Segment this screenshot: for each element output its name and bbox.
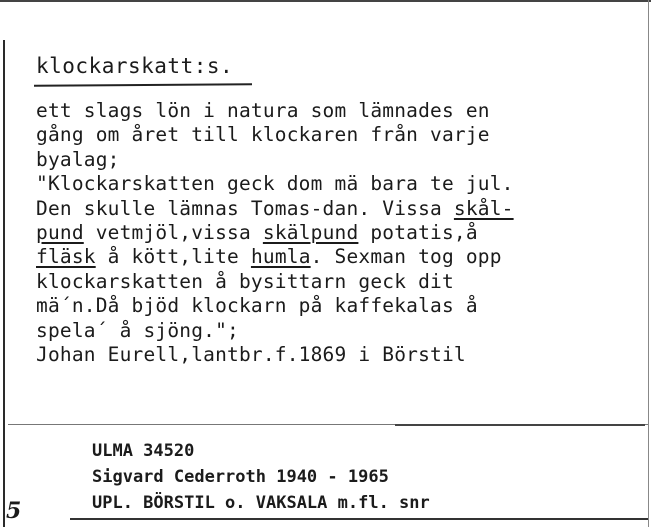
text-line: byalag;: [36, 147, 120, 171]
archive-number: ULMA 34520: [92, 441, 195, 461]
text-line: å kött,lite: [95, 245, 251, 269]
separator-line: [395, 424, 645, 426]
locality: UPL. BÖRSTIL o. VAKSALA m.fl. snr: [92, 493, 430, 513]
text-line: klockarskatten å bysittarn geck dit: [36, 269, 454, 293]
card-definition-text: [36, 99, 636, 367]
text-line: potatis,å: [358, 221, 478, 245]
headword-underline: [34, 83, 252, 87]
bottom-rule: [70, 518, 648, 520]
card-right-edge: [648, 0, 649, 527]
corner-number: 5: [6, 498, 22, 524]
collector-name: Sigvard Cederroth 1940 - 1965: [92, 467, 389, 487]
underlined-word: humla: [250, 245, 311, 269]
text-line: spela´ å sjöng.";: [36, 318, 239, 342]
card-top-edge: [0, 0, 651, 2]
underlined-word: pund: [36, 221, 84, 245]
underlined-word: skål-: [453, 196, 514, 220]
text-line: . Sexman tog opp: [310, 245, 502, 269]
text-line: vetmjöl,vissa: [83, 221, 263, 245]
text-line: mä´n.Då bjöd klockarn på kaffekalas å: [36, 294, 478, 318]
text-line: ett slags lön i natura som lämnades en: [36, 99, 490, 122]
text-line: Den skulle lämnas Tomas-dan. Vissa: [36, 196, 454, 220]
text-line: gång om året till klockaren från varje: [36, 123, 490, 147]
underlined-word: skälpund: [262, 221, 359, 245]
underlined-word: fläsk: [36, 245, 96, 269]
archive-metadata: [92, 438, 430, 516]
text-line: Johan Eurell,lantbr.f.1869 i Börstil: [36, 343, 466, 367]
text-line: "Klockarskatten geck dom mä bara te jul.: [36, 172, 514, 196]
card-headword: klockarskatt:s.: [36, 54, 234, 78]
card-left-edge: [3, 40, 5, 527]
